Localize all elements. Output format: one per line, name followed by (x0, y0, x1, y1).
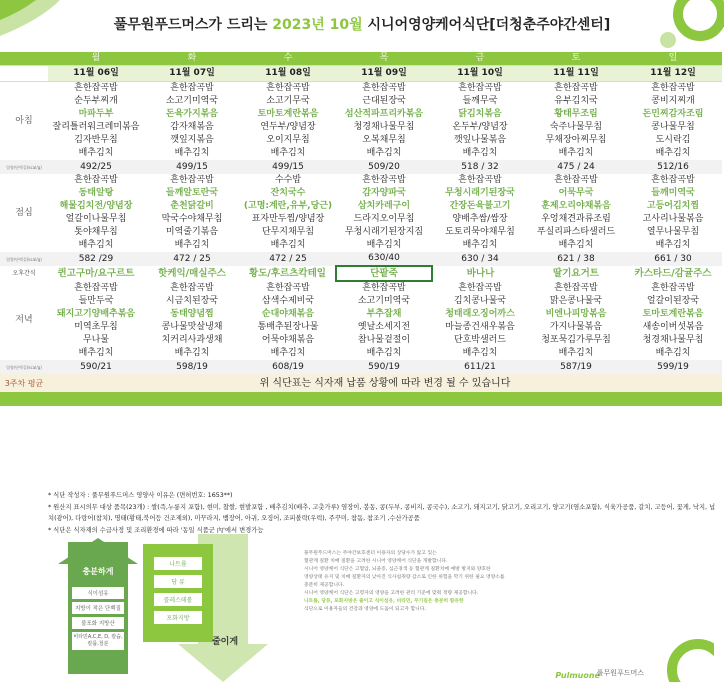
menu-item: 미역줄기볶음 (165, 227, 219, 237)
menu-item: 들깨알토란국 (165, 188, 219, 198)
menu-item: 고등어김치찜 (646, 201, 700, 211)
menu-item: 감자양파국 (362, 188, 406, 198)
ad-left-heading: 충분하게 (82, 567, 114, 576)
meal-label-breakfast: 아침 (0, 82, 48, 161)
menu-item: 배추김치 (558, 240, 594, 250)
menu-item: 청태래오징어까스 (445, 309, 515, 319)
circle-decoration-right (628, 0, 724, 50)
menu-item: 어묵야채볶음 (261, 335, 315, 345)
menu-item: 닭김치볶음 (458, 109, 502, 119)
menu-item: 흔한잡곡밥 (458, 83, 502, 93)
menu-item: 표자만두찜/양념장 (251, 214, 325, 224)
menu-item: 통배추된장나물 (257, 322, 319, 332)
menu-item: 흔한잡곡밥 (170, 175, 214, 185)
pulmuone-logo: Pulmuone (555, 671, 600, 680)
kcal-value: 509/20 (336, 160, 432, 174)
menu-item: 김치콩나물국 (453, 296, 507, 306)
kcal-value: 492/25 (48, 160, 144, 174)
menu-item: 간장돈육불고기 (449, 201, 511, 211)
menu-item: 배추김치 (558, 148, 594, 158)
notes (48, 490, 720, 537)
menu-item: 마늘종건새우볶음 (445, 322, 515, 332)
snack-item: 단팥죽 (336, 266, 432, 281)
ad-line: 시니어 영양케어 식단은 고혈압, 뇌졸증, 심근경색 등 혈관계 질환치매 예방 방지와 양호한 (304, 567, 491, 572)
menu-item: 유부김치국 (554, 96, 598, 106)
menu-item: 드라지오이무침 (353, 214, 415, 224)
menu-item: 근대된장국 (362, 96, 406, 106)
kcal-value: 608/19 (240, 360, 336, 374)
menu-item: 가지나물볶음 (549, 322, 603, 332)
snack-item: 핫케익/매실주스 (158, 268, 226, 279)
menu-item: 배추김치 (366, 348, 402, 358)
kcal-value: 590/21 (48, 360, 144, 374)
ad-left-item: 비타민A,C,E, D, 칼슘,칼륨,철분 (72, 632, 124, 650)
menu-item: 콩비지찌개 (651, 96, 695, 106)
menu-item: 푸실리파스타샐러드 (536, 227, 616, 237)
menu-item: 오이지무침 (266, 135, 310, 145)
snack-item: 바나나 (466, 268, 495, 279)
menu-item: 순대야채볶음 (261, 309, 315, 319)
kcal-value: 472 / 25 (240, 252, 336, 266)
menu-item: 흔한잡곡밥 (362, 175, 406, 185)
average-note: 위 식단표는 식자재 납품 상황에 따라 변경 될 수 있습니다 (48, 374, 722, 392)
menu-item: 들깨미역국 (651, 188, 695, 198)
menu-item: 청포묵김가루무침 (541, 335, 611, 345)
meal-label-lunch: 점심 (0, 174, 48, 252)
ad-pyramid-bottom: 줄이게 (211, 637, 239, 647)
kcal-label: 열량/단백질(kcal/g) (0, 160, 48, 174)
day-header: 토 (528, 52, 624, 66)
menu-item: 톳야채무침 (74, 227, 118, 237)
note-change: * 식단은 식자재의 수급사정 및 조리환경에 따라 '동일 식품군 內'에서 변경가능 (48, 527, 264, 534)
menu-item: 배추김치 (655, 240, 691, 250)
menu-item: 배추김치 (174, 240, 210, 250)
menu-item: 배추김치 (78, 348, 114, 358)
day-header: 월 (48, 52, 144, 66)
ad-pyramid-item: 나트륨 (154, 557, 202, 570)
day-header: 화 (144, 52, 240, 66)
menu-item: 얼갈이된장국 (646, 296, 700, 306)
menu-item: 도토리묵야채무침 (445, 227, 515, 237)
menu-item: 마파두부 (78, 109, 114, 119)
menu-item: 배추김치 (655, 148, 691, 158)
menu-item: 순두부찌개 (74, 96, 118, 106)
menu-item: 청경채나물무침 (642, 335, 704, 345)
ad-pyramid-item: 콜레스테롤 (154, 593, 202, 606)
menu-item: 흔한잡곡밥 (266, 83, 310, 93)
ad-left-item: 식이섬유 (72, 587, 124, 599)
menu-item: 황태무조림 (554, 109, 598, 119)
nutrition-ad (48, 534, 718, 682)
kcal-value: 512/16 (624, 160, 722, 174)
snack-item: 황도/후르츠칵테일 (249, 268, 326, 279)
page-title: 풀무원푸드머스가 드리는 2023년 10월 시니어영양케어식단[더청춘주야간센터] (113, 17, 611, 33)
menu-item: 돼지고기양배추볶음 (56, 309, 136, 319)
menu-item: 흔한잡곡밥 (651, 83, 695, 93)
menu-item: 흔한잡곡밥 (170, 83, 214, 93)
ad-left-list (70, 584, 126, 653)
average-label: 3주차 평균 (0, 374, 48, 392)
menu-item: 부추잡채 (366, 309, 402, 319)
menu-item: 흔한잡곡밥 (651, 282, 695, 293)
menu-item: 배추김치 (174, 348, 210, 358)
ad-pyramid-item: 당 류 (154, 575, 202, 588)
menu-item: 연두부/양념장 (260, 122, 316, 132)
menu-item: 참나물겉절이 (357, 335, 411, 345)
kcal-value: 621 / 38 (528, 252, 624, 266)
menu-item: 섬산적파프리카볶음 (344, 109, 424, 119)
menu-item: 오복채무침 (362, 135, 406, 145)
menu-item: 춘천닭갈비 (170, 201, 214, 211)
menu-item: 토마토계란볶음 (642, 309, 704, 319)
menu-item: 단호박샐러드 (453, 335, 507, 345)
menu-item: 흔한잡곡밥 (554, 175, 598, 185)
menu-item: 청경채나물무침 (353, 122, 415, 132)
menu-item: 무청시래기된장국 (445, 188, 515, 198)
menu-item: 배추김치 (78, 240, 114, 250)
menu-item: 단무지채무침 (261, 227, 315, 237)
menu-item: 잔치국수 (270, 188, 306, 198)
ad-left-item: 지방이 적은 단백질 (72, 602, 124, 614)
menu-item: 돈육가지볶음 (165, 109, 219, 119)
green-bar (0, 392, 722, 406)
menu-item: 온두부/양념장 (452, 122, 508, 132)
kcal-value: 598/19 (144, 360, 240, 374)
corner-cell (0, 66, 48, 82)
date-header: 11월 12일 (624, 66, 722, 82)
menu-item: 시금치된장국 (165, 296, 219, 306)
menu-item: 토마토계란볶음 (257, 109, 319, 119)
date-header: 11월 07일 (144, 66, 240, 82)
ad-line: 나트륨, 당류, 포화지방은 줄이고 식이섬유, 비타민, 무기질은 충분히 함유한 (304, 599, 464, 604)
menu-item: 배추김치 (270, 348, 306, 358)
day-header: 수 (240, 52, 336, 66)
menu-item: 배추김치 (655, 348, 691, 358)
menu-item: 흔한잡곡밥 (458, 175, 502, 185)
menu-item: 숙주나물무침 (549, 122, 603, 132)
kcal-value: 611/21 (432, 360, 528, 374)
corner-cell (0, 52, 48, 66)
note-origin: * 원산지 표시의무 대상 품목(23개) : 쌀(즉,누룽지 포함), 현미, 찹쌀, 현발포함 , 배추김치(배추, 고춧가루) 염장이, 봉동, 콩(두부, 콩비지, 콩국수), 소고기, 돼지고기, 닭고기, 오리고기, 양고기(염소포함), 식육가공품, 갈치, 고등어, 꽃게, 낙지, 넙치(광어), 다랑어(참치), 명태(황태,북어등 건조제외), 미꾸라지, 뱀장어, 아귀, 오징어, 조피볼락(우럭), 주꾸미, 참돔, 참조기 ,수산가공품 (48, 504, 716, 522)
menu-item: 깻잎나물볶음 (453, 135, 507, 145)
menu-item: 잘리틀러워크레미볶음 (52, 122, 140, 132)
snack-item: 카스타드/감귤주스 (634, 268, 712, 279)
menu-item: 비엔나피망볶음 (545, 309, 607, 319)
menu-item: 무나물 (82, 335, 110, 345)
menu-item: 돈민찌감자조림 (642, 109, 704, 119)
menu-item: 소고기미역국 (165, 96, 219, 106)
menu-item: 흔한잡곡밥 (458, 282, 502, 293)
snack-item: 퀸고구마/요구르트 (57, 268, 135, 279)
kcal-value: 630/40 (336, 252, 432, 266)
menu-item: 배추김치 (366, 240, 402, 250)
menu-item: 흔한잡곡밥 (362, 283, 406, 293)
snack-item: 딸기요거트 (553, 268, 599, 279)
menu-item: 흔한잡곡밥 (266, 282, 310, 293)
menu-item: 배추김치 (558, 348, 594, 358)
date-header: 11월 10일 (432, 66, 528, 82)
ad-pyramid-list (148, 552, 208, 629)
menu-item: 열무나물무침 (646, 227, 700, 237)
menu-item: 감자채볶음 (170, 122, 214, 132)
menu-item: 콩나물무침 (651, 122, 695, 132)
menu-item: 무청시래기된장지짐 (344, 227, 424, 237)
ad-line: 혈관계 질환 치매 질환을 고려한 시니어 영양케어 식단을 개발합니다. (304, 559, 448, 564)
header (0, 0, 724, 48)
menu-item: 소고기미역국 (357, 296, 411, 306)
kcal-value: 587/19 (528, 360, 624, 374)
kcal-value: 590/19 (336, 360, 432, 374)
menu-item: 막국수야채무침 (161, 214, 223, 224)
menu-item: 흔한잡곡밥 (170, 282, 214, 293)
ad-line: 영양상태 유지 및 치매 질환자의 낮아진 식사섭취량 감소로 인한 위험을 막기 위한 필요 영양소를 (304, 575, 505, 580)
ad-paragraph (304, 550, 604, 614)
ad-line: 풀무원푸드머스는 주야간보호센터 이용자의 상당수가 앓고 있는 (304, 551, 437, 556)
menu-item: 치커리사과생채 (161, 335, 223, 345)
kcal-value: 499/15 (144, 160, 240, 174)
menu-item: 콩나물맛살냉채 (161, 322, 223, 332)
menu-item: 얼갈이나물무침 (65, 214, 127, 224)
menu-item: 흔한잡곡밥 (554, 83, 598, 93)
menu-item: 흔한잡곡밥 (651, 175, 695, 185)
menu-item: 삼색수제비국 (261, 296, 315, 306)
kcal-label: 열량/단백질(kcal/g) (0, 360, 48, 374)
menu-item: 흔한잡곡밥 (74, 83, 118, 93)
menu-item: 새송이버섯볶음 (642, 322, 704, 332)
menu-item: (고명:계란,유부,당근) (243, 201, 333, 211)
menu-item: 양배추쌈/쌈장 (452, 214, 508, 224)
menu-item: 배추김치 (78, 148, 114, 158)
ad-pyramid-item: 포화지방 (154, 611, 202, 624)
menu-item: 들만두국 (78, 296, 114, 306)
menu-item: 옛날소세지전 (357, 322, 411, 332)
menu-item: 배추김치 (462, 148, 498, 158)
menu-item: 소고기무국 (266, 96, 310, 106)
menu-item: 배추김치 (366, 148, 402, 158)
menu-item: 무채장아찌무침 (545, 135, 607, 145)
menu-item: 배추김치 (270, 240, 306, 250)
kcal-value: 599/19 (624, 360, 722, 374)
menu-item: 미역초무침 (74, 322, 118, 332)
menu-item: 도시락김 (655, 135, 691, 145)
menu-item: 어묵무국 (558, 188, 594, 198)
kcal-value: 472 / 25 (144, 252, 240, 266)
menu-item: 삼치카레구이 (357, 201, 411, 211)
kcal-value: 499/15 (240, 160, 336, 174)
brand-name: 풀무원푸드머스 (596, 669, 644, 677)
menu-item: 들깨무국 (462, 96, 498, 106)
day-header: 목 (336, 52, 432, 66)
meal-label-dinner: 저녁 (0, 281, 48, 360)
circle-decoration-bottom (654, 622, 714, 682)
ad-line: 식단으로 이용자들의 건강과 영양에 도움이 되고자 합니다. (304, 607, 426, 612)
menu-item: 배추김치 (270, 148, 306, 158)
ad-left-item: 불포화 지방산 (72, 617, 124, 629)
ad-line: 충분히 제공합니다. (304, 583, 345, 588)
menu-item: 흔한잡곡밥 (74, 282, 118, 293)
kcal-value: 661 / 30 (624, 252, 722, 266)
menu-item: 배추김치 (462, 240, 498, 250)
kcal-value: 518 / 32 (432, 160, 528, 174)
menu-item: 흔한잡곡밥 (74, 175, 118, 185)
menu-item: 배추김치 (174, 148, 210, 158)
menu-item: 동태알탕 (78, 188, 114, 198)
menu-item: 김자반무침 (74, 135, 118, 145)
menu-item: 훈제오리야채볶음 (541, 201, 611, 211)
menu-item: 고사리나물볶음 (642, 214, 704, 224)
date-header: 11월 11일 (528, 66, 624, 82)
menu-item: 흔한잡곡밥 (362, 83, 406, 93)
menu-item: 동태양념찜 (170, 309, 214, 319)
meal-label-snack: 오후간식 (0, 266, 48, 281)
day-header: 금 (432, 52, 528, 66)
menu-item: 수수밥 (274, 175, 302, 185)
menu-table (0, 52, 722, 406)
kcal-label: 열량/단백질(kcal/g) (0, 252, 48, 266)
kcal-value: 582 /29 (48, 252, 144, 266)
menu-item: 깻잎지볶음 (170, 135, 214, 145)
kcal-value: 630 / 34 (432, 252, 528, 266)
menu-item: 흔한잡곡밥 (554, 282, 598, 293)
ad-line: 시니어 영양케어 식단은 고령자의 영양을 고려한 관리 기준에 맞춰 정량 제공합니다. (304, 591, 479, 596)
menu-item: 배추김치 (462, 348, 498, 358)
note-author: * 식단 작성자 : 풀무원푸드머스 영양사 이유은 (면허번호: 1653**) (48, 492, 233, 499)
date-header: 11월 06일 (48, 66, 144, 82)
day-header: 일 (624, 52, 722, 66)
date-header: 11월 09일 (336, 66, 432, 82)
kcal-value: 475 / 24 (528, 160, 624, 174)
date-header: 11월 08일 (240, 66, 336, 82)
menu-item: 우엉채견과류조림 (541, 214, 611, 224)
menu-item: 맑은콩나물국 (549, 296, 603, 306)
menu-item: 해물김치전/양념장 (59, 201, 133, 211)
